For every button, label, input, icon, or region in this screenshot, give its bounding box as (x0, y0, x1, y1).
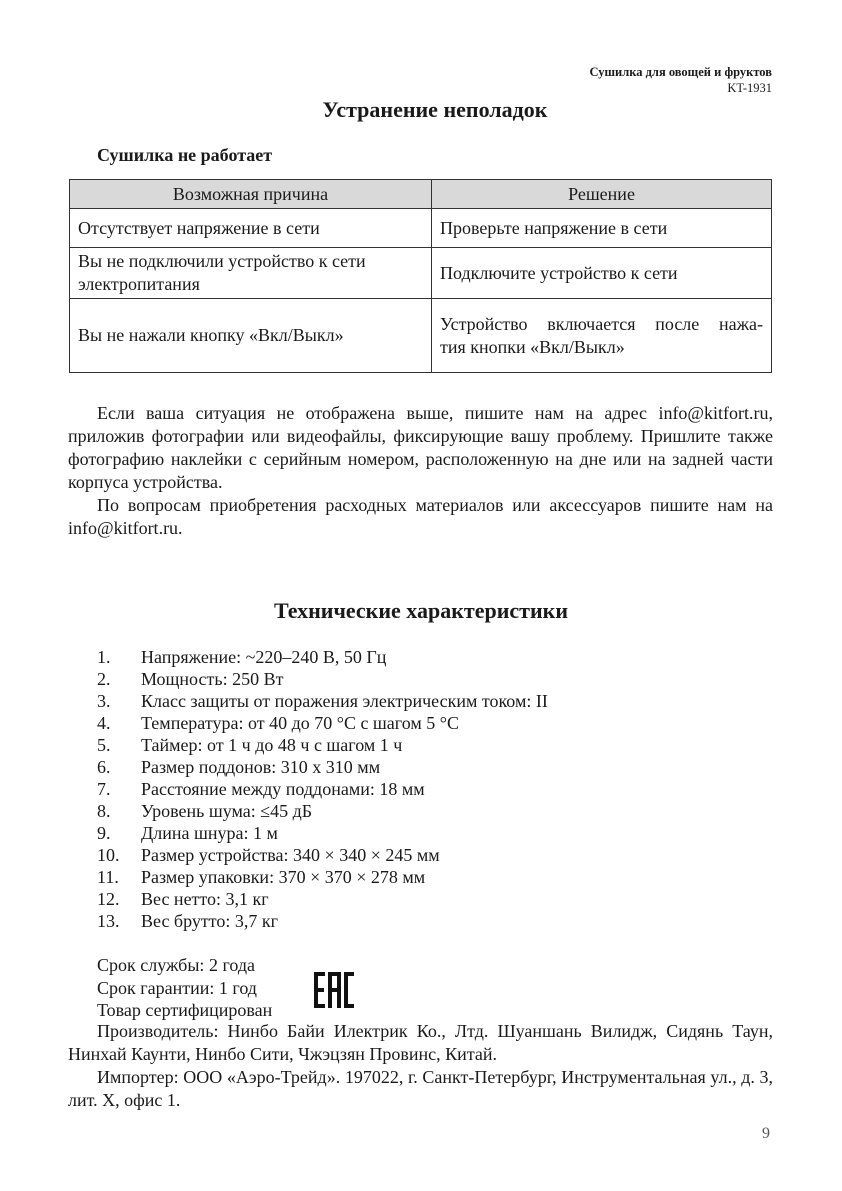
contact-paragraph (68, 402, 773, 494)
item-text: Таймер: от 1 ч до 48 ч с шагом 1 ч (141, 735, 403, 755)
cause-line: электропитания (78, 274, 200, 294)
eac-certification-icon (313, 970, 355, 1010)
column-header-solution: Решение (432, 180, 772, 209)
column-header-cause: Возможная причина (70, 180, 432, 209)
solution-line: Устройство включается после нажа- (440, 313, 763, 334)
item-text: Мощность: 250 Вт (141, 669, 284, 689)
item-text: Длина шнура: 1 м (141, 823, 278, 843)
item-number: 10. (97, 845, 120, 865)
manufacturer-paragraph (68, 1020, 773, 1066)
list-item (97, 800, 548, 822)
solution-cell: Проверьте напряжение в сети (432, 209, 772, 248)
troubleshooting-title: Устранение неполадок (322, 97, 548, 122)
item-number: 8. (97, 801, 111, 821)
item-text: Размер поддонов: 310 x 310 мм (141, 757, 381, 777)
importer-text: Импортер: ООО «Аэро-Трейд». 197022, г. Санкт-Петербург, Инструментальная ул., д. 3, лит. Х, офис 1. (68, 1067, 773, 1110)
solution-cell: Подключите устройство к сети (432, 248, 772, 299)
item-number: 6. (97, 757, 111, 777)
item-text: Расстояние между поддонами: 18 мм (141, 779, 425, 799)
specs-list (97, 646, 548, 932)
troubleshooting-subtitle: Сушилка не работает (97, 145, 273, 165)
list-item (97, 910, 548, 932)
item-number: 5. (97, 735, 111, 755)
table-row (70, 209, 772, 248)
list-item (97, 756, 548, 778)
table-row (70, 299, 772, 373)
item-number: 9. (97, 823, 111, 843)
manufacturer-text: Производитель: Нинбо Байи Илектрик Ко., Лтд. Шуаншань Вилидж, Сидянь Таун, Нинхай Каунти, Нинбо Сити, Чжэцзян Провинс, Китай. (68, 1021, 773, 1064)
item-text: Размер упаковки: 370 × 370 × 278 мм (141, 867, 426, 887)
solution-line: тия кнопки «Вкл/Выкл» (440, 336, 625, 357)
item-text: Температура: от 40 до 70 °C с шагом 5 °C (141, 713, 459, 733)
item-text: Класс защиты от поражения электрическим током: II (141, 691, 548, 711)
accessories-paragraph (68, 494, 773, 540)
importer-paragraph (68, 1066, 773, 1112)
list-item (97, 668, 548, 690)
item-text: Напряжение: ~220–240 В, 50 Гц (141, 647, 387, 667)
item-text: Уровень шума: ≤45 дБ (141, 801, 313, 821)
item-text: Размер устройства: 340 × 340 × 245 мм (141, 845, 440, 865)
header-product-name: Сушилка для овощей и фруктов (589, 65, 772, 79)
list-item (97, 778, 548, 800)
item-number: 2. (97, 669, 111, 689)
list-item (97, 844, 548, 866)
item-text: Вес нетто: 3,1 кг (141, 889, 269, 909)
item-number: 3. (97, 691, 111, 711)
cause-line: Вы не подключили устройство к сети (78, 251, 366, 271)
service-info (97, 954, 272, 1022)
table-header-row (70, 180, 772, 209)
certification-note: Товар сертифицирован (97, 1000, 273, 1020)
list-item (97, 646, 548, 668)
header-model: KT-1931 (727, 81, 772, 95)
list-item (97, 690, 548, 712)
item-number: 1. (97, 647, 111, 667)
page-number: 9 (762, 1125, 770, 1142)
item-number: 11. (97, 867, 119, 887)
troubleshooting-table (69, 179, 772, 373)
running-header (589, 64, 772, 96)
item-number: 7. (97, 779, 111, 799)
cause-cell: Вы не нажали кнопку «Вкл/Выкл» (70, 299, 432, 373)
warranty-period: Срок гарантии: 1 год (97, 977, 257, 998)
list-item (97, 712, 548, 734)
list-item (97, 822, 548, 844)
item-number: 12. (97, 889, 120, 909)
cause-cell: Отсутствует напряжение в сети (70, 209, 432, 248)
contact-text: Если ваша ситуация не отображена выше, пишите нам на адрес info@kitfort.ru, приложив фотографии или видеофайлы, фиксирующие вашу проблему. Пришлите также фотографию наклейки с серийным номером, расположенную на дне или на задней части корпуса устройства. (68, 403, 773, 492)
service-life: Срок службы: 2 года (97, 955, 256, 975)
solution-cell (432, 299, 772, 373)
item-text: Вес брутто: 3,7 кг (141, 911, 278, 931)
accessories-text: По вопросам приобретения расходных материалов или аксессуаров пишите нам на info@kitfort.ru. (68, 495, 773, 538)
list-item (97, 866, 548, 888)
item-number: 13. (97, 911, 120, 931)
table-row (70, 248, 772, 299)
specs-title: Технические характеристики (273, 598, 569, 623)
item-number: 4. (97, 713, 111, 733)
cause-cell (70, 248, 432, 299)
list-item (97, 734, 548, 756)
list-item (97, 888, 548, 910)
